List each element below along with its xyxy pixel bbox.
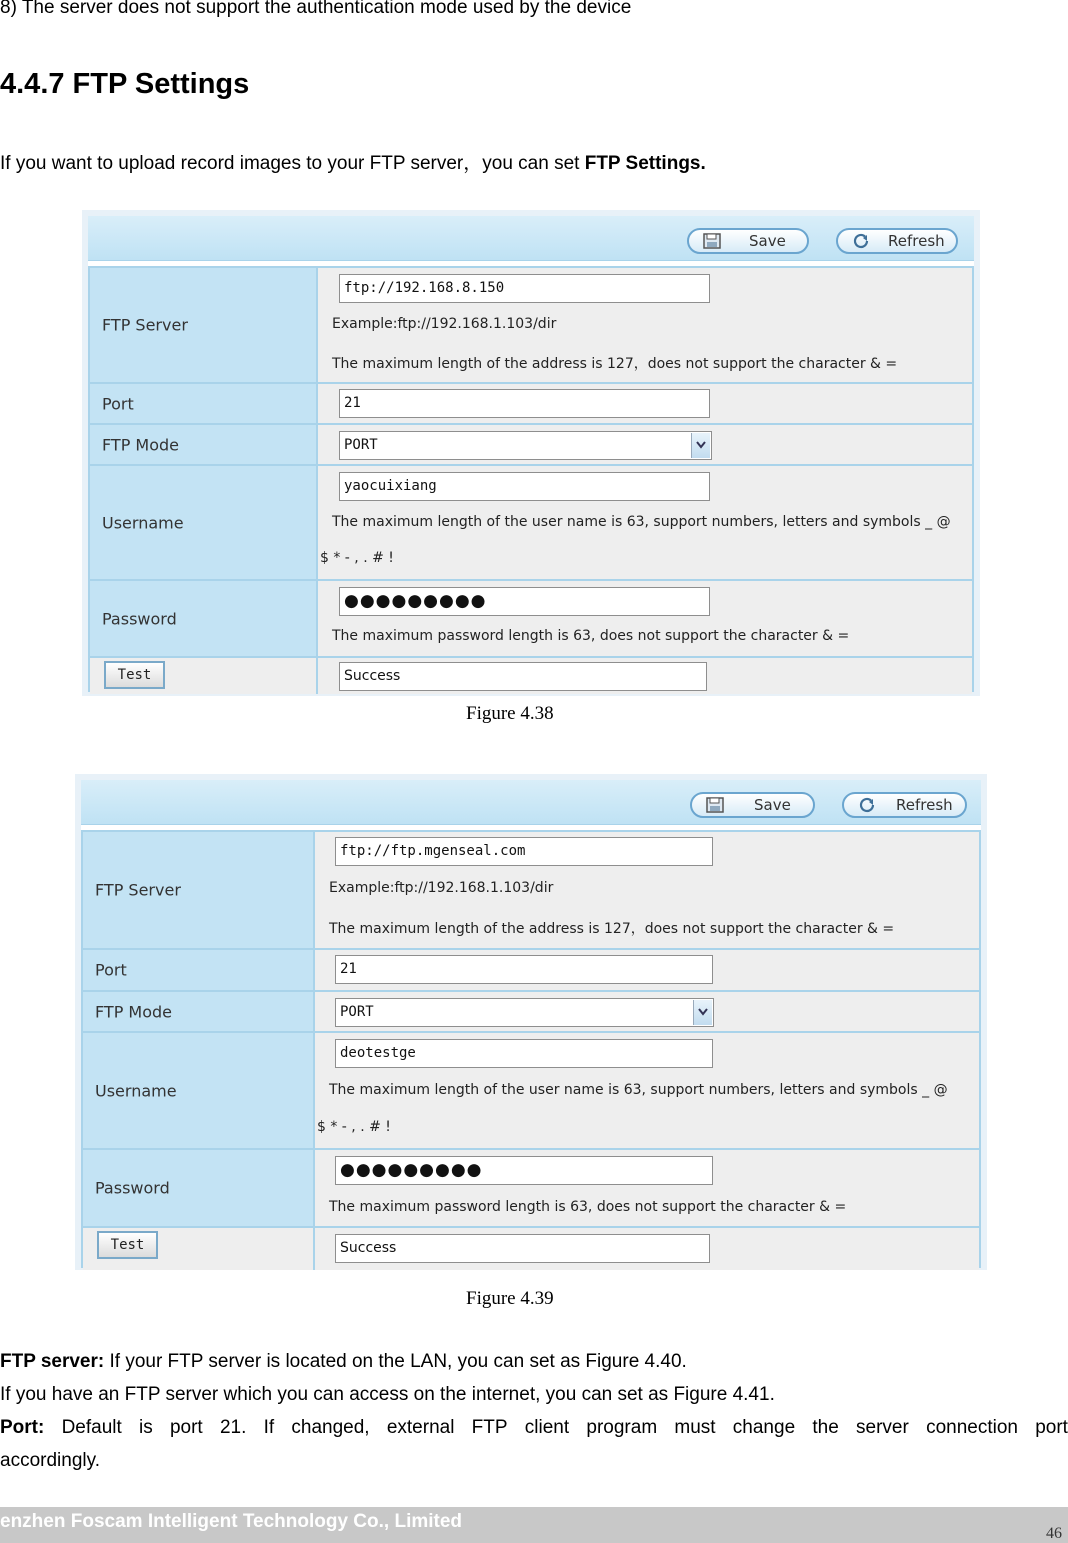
internet-paragraph: If you have an FTP server which you can access on the internet, you can set as Figure 4.41. xyxy=(0,1384,775,1405)
toolbar xyxy=(88,216,974,261)
password-input[interactable]: ●●●●●●●●● xyxy=(339,587,710,616)
port-word: FTP xyxy=(471,1417,508,1438)
figure-caption: Figure 4.39 xyxy=(466,1288,554,1309)
page-number: 46 xyxy=(1046,1525,1062,1542)
ftp-server-paragraph: FTP server: If your FTP server is located on the LAN, you can set as Figure 4.40. xyxy=(0,1351,687,1372)
username-note: The maximum length of the user name is 63, support numbers, letters and symbols _ @ xyxy=(329,1082,948,1098)
refresh-button[interactable]: Refresh xyxy=(836,228,958,254)
ftp-server-input[interactable]: ftp://ftp.mgenseal.com xyxy=(335,837,713,866)
save-icon xyxy=(703,233,721,249)
port-word: client xyxy=(524,1417,570,1438)
intro-paragraph: If you want to upload record images to your FTP server，you can set FTP Settings. xyxy=(0,153,706,174)
port-label: Port xyxy=(102,394,134,413)
port-word: port xyxy=(1035,1417,1068,1438)
port-input[interactable]: 21 xyxy=(335,955,713,984)
ftp-server-note: The maximum length of the address is 127，does not support the character & = xyxy=(332,356,898,372)
password-input[interactable]: ●●●●●●●●● xyxy=(335,1156,713,1185)
ftp-server-note: The maximum length of the address is 127，does not support the character & = xyxy=(329,921,895,937)
port-word: port xyxy=(169,1417,203,1438)
test-button[interactable]: Test xyxy=(97,1231,158,1259)
username-note-symbols: $ * - , . # ! xyxy=(320,550,394,566)
refresh-icon xyxy=(852,233,870,249)
username-label: Username xyxy=(102,513,184,532)
ftp-mode-value: PORT xyxy=(340,1004,374,1020)
password-label: Password xyxy=(102,609,177,628)
save-icon xyxy=(706,797,724,813)
port-word: changed, xyxy=(291,1417,370,1438)
ftp-mode-value: PORT xyxy=(344,437,378,453)
ftp-mode-label: FTP Mode xyxy=(102,435,180,454)
port-paragraph-continued: accordingly. xyxy=(0,1450,100,1471)
port-word: external xyxy=(386,1417,455,1438)
port-term: Port: xyxy=(0,1417,45,1438)
ftp-mode-select[interactable] xyxy=(339,431,712,460)
refresh-button[interactable]: Refresh xyxy=(842,792,967,818)
company-name: enzhen Foscam Intelligent Technology Co., Limited xyxy=(0,1511,463,1532)
ftp-mode-select[interactable] xyxy=(335,998,714,1027)
ftp-server-label: FTP Server xyxy=(102,315,188,335)
refresh-icon xyxy=(858,797,876,813)
port-word: connection xyxy=(926,1417,1018,1438)
port-paragraph xyxy=(0,1417,1068,1439)
password-note: The maximum password length is 63, does not support the character & = xyxy=(329,1199,847,1215)
save-button[interactable]: Save xyxy=(687,228,809,254)
figure-4-38-screenshot xyxy=(82,210,980,696)
username-input[interactable]: deotestge xyxy=(335,1039,713,1068)
port-word: the xyxy=(812,1417,839,1438)
port-input[interactable]: 21 xyxy=(339,389,710,418)
port-word: Default xyxy=(61,1417,122,1438)
port-word: program xyxy=(586,1417,658,1438)
ftp-settings-form xyxy=(88,266,974,692)
username-label: Username xyxy=(95,1081,177,1100)
port-word: change xyxy=(732,1417,796,1438)
port-word: must xyxy=(674,1417,716,1438)
ftp-mode-label: FTP Mode xyxy=(95,1002,173,1021)
ftp-server-label: FTP Server xyxy=(95,880,181,900)
test-button[interactable]: Test xyxy=(104,661,165,689)
port-word: 21. xyxy=(219,1417,247,1438)
page-footer xyxy=(0,1507,1068,1543)
ftp-server-input[interactable]: ftp://192.168.8.150 xyxy=(339,274,710,303)
ftp-server-example: Example:ftp://192.168.1.103/dir xyxy=(332,316,557,332)
ftp-server-example: Example:ftp://192.168.1.103/dir xyxy=(329,880,554,896)
username-note: The maximum length of the user name is 63, support numbers, letters and symbols _ @ xyxy=(332,514,951,530)
port-word: If xyxy=(263,1417,275,1438)
port-label: Port xyxy=(95,960,127,980)
auth-mode-note: 8) The server does not support the authentication mode used by the device xyxy=(0,0,632,18)
test-result-field: Success xyxy=(335,1234,710,1263)
port-word: is xyxy=(139,1417,153,1438)
figure-4-39-screenshot xyxy=(75,774,987,1270)
save-button[interactable]: Save xyxy=(690,792,815,818)
figure-caption: Figure 4.38 xyxy=(466,703,554,724)
test-result-field: Success xyxy=(339,662,707,691)
chevron-down-icon[interactable] xyxy=(693,1000,712,1025)
ftp-settings-form xyxy=(81,830,981,1268)
username-input[interactable]: yaocuixiang xyxy=(339,472,710,501)
chevron-down-icon[interactable] xyxy=(691,433,710,458)
password-label: Password xyxy=(95,1178,170,1198)
username-note-symbols: $ * - , . # ! xyxy=(317,1119,391,1135)
password-note: The maximum password length is 63, does not support the character & = xyxy=(332,628,850,644)
section-heading: 4.4.7 FTP Settings xyxy=(0,68,250,100)
port-word: server xyxy=(856,1417,909,1438)
toolbar xyxy=(81,780,981,825)
